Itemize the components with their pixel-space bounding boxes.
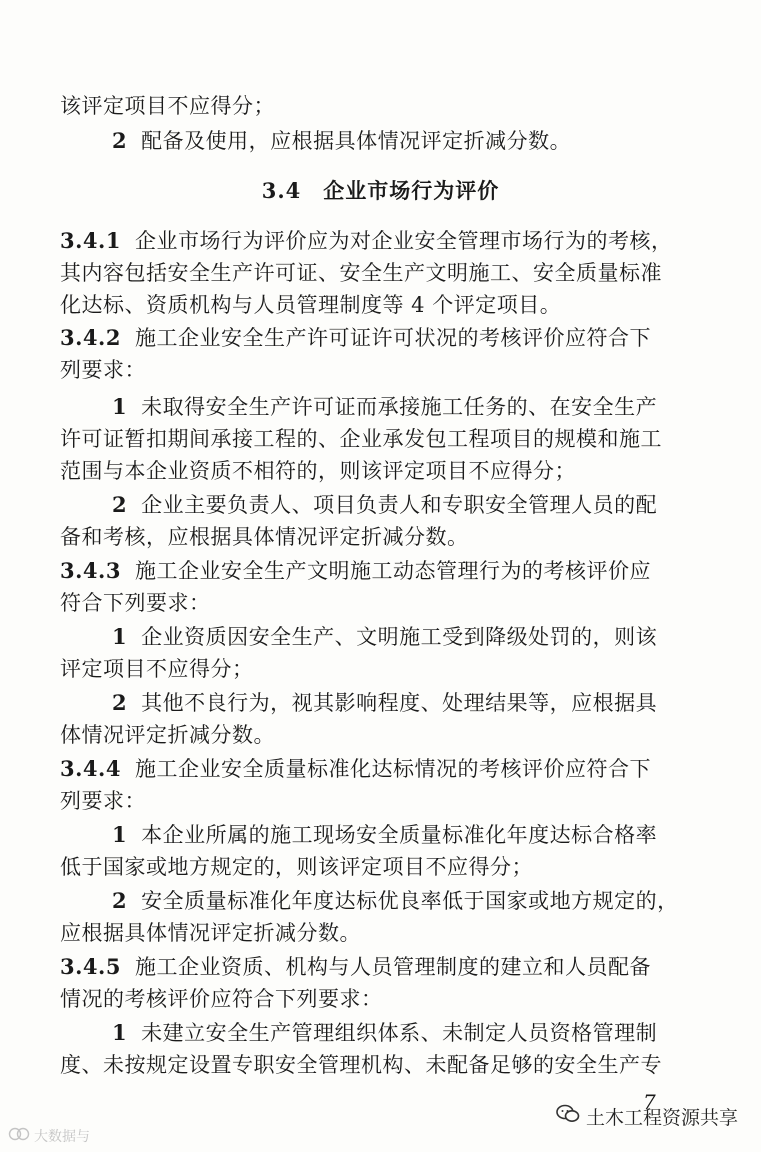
line-text: 施工企业资质、机构与人员管理制度的建立和人员配备 [134, 955, 651, 979]
clause-number: 3.4.2 [60, 325, 121, 350]
text-line [60, 524, 700, 550]
line-text: 其他不良行为，视其影响程度、处理结果等，应根据具 [141, 691, 658, 715]
line-text: 本企业所属的施工现场安全质量标准化年度达标合格率 [141, 823, 658, 847]
clause [60, 756, 700, 782]
list-item [112, 394, 752, 420]
item-number: 1 [112, 624, 128, 649]
wechat-icon [556, 1104, 580, 1129]
page-number: 7 [643, 1090, 656, 1114]
item-number: 2 [112, 888, 128, 913]
line-text: 安全质量标准化年度达标优良率低于国家或地方规定的， [141, 889, 679, 913]
line-text: 评定项目不应得分； [60, 657, 254, 681]
line-text: 体情况评定折减分数。 [60, 723, 275, 747]
item-number: 1 [112, 394, 128, 419]
line-text: 该评定项目不应得分； [60, 94, 275, 118]
text-line [60, 426, 700, 452]
list-item [112, 128, 752, 154]
text-line [60, 722, 700, 748]
line-text: 施工企业安全生产文明施工动态管理行为的考核评价应 [134, 559, 651, 583]
text-line [60, 590, 700, 616]
list-item [112, 888, 752, 914]
line-text: 施工企业安全生产许可证许可状况的考核评价应符合下 [134, 326, 651, 350]
item-number: 1 [112, 1020, 128, 1045]
clause [60, 558, 700, 584]
clause [60, 954, 700, 980]
line-text: 其内容包括安全生产许可证、安全生产文明施工、安全质量标准 [60, 261, 662, 285]
list-item [112, 1020, 752, 1046]
line-text: 配备及使用，应根据具体情况评定折减分数。 [141, 129, 572, 153]
line-text: 低于国家或地方规定的，则该评定项目不应得分； [60, 855, 533, 879]
item-number: 2 [112, 492, 128, 517]
line-text: 施工企业安全质量标准化达标情况的考核评价应符合下 [134, 757, 651, 781]
line-text: 企业主要负责人、项目负责人和专职安全管理人员的配 [141, 493, 658, 517]
text-line [60, 357, 700, 383]
clause [60, 228, 700, 254]
corner-watermark [8, 1126, 90, 1146]
heading-number: 3.4 [261, 178, 302, 203]
text-line [60, 1052, 700, 1078]
list-item [112, 624, 752, 650]
line-text: 备和考核，应根据具体情况评定折减分数。 [60, 525, 469, 549]
line-text: 应根据具体情况评定折减分数。 [60, 921, 361, 945]
text-line [60, 854, 700, 880]
text-line [60, 656, 700, 682]
section-heading [0, 178, 761, 204]
line-text: 范围与本企业资质不相符的，则该评定项目不应得分； [60, 459, 576, 483]
clause-number: 3.4.4 [60, 756, 121, 781]
watermark-text: 大数据与 [34, 1129, 90, 1145]
line-text: 化达标、资质机构与人员管理制度等 4 个评定项目。 [60, 293, 562, 317]
text-line [60, 292, 700, 318]
heading-title: 企业市场行为评价 [323, 178, 500, 203]
clause-number: 3.4.5 [60, 954, 121, 979]
wechat-watermark [556, 1103, 738, 1130]
line-text: 未建立安全生产管理组织体系、未制定人员资格管理制 [141, 1021, 658, 1045]
item-number: 1 [112, 822, 128, 847]
logo-icon [8, 1127, 30, 1145]
text-line [60, 260, 700, 286]
line-text: 企业资质因安全生产、文明施工受到降级处罚的，则该 [141, 625, 658, 649]
text-line [60, 986, 700, 1012]
clause-number: 3.4.3 [60, 558, 121, 583]
list-item [112, 822, 752, 848]
line-text: 情况的考核评价应符合下列要求： [60, 987, 383, 1011]
text-line [60, 920, 700, 946]
item-number: 2 [112, 690, 128, 715]
list-item [112, 492, 752, 518]
clause [60, 325, 700, 351]
line-text: 未取得安全生产许可证而承接施工任务的、在安全生产 [141, 395, 658, 419]
line-text: 度、未按规定设置专职安全管理机构、未配备足够的安全生产专 [60, 1053, 662, 1077]
list-item [112, 690, 752, 716]
clause-number: 3.4.1 [60, 228, 121, 253]
wechat-account-name: 土木工程资源共享 [586, 1107, 739, 1129]
text-line [60, 788, 700, 814]
line-text: 符合下列要求： [60, 591, 211, 615]
line-text: 列要求： [60, 789, 146, 813]
item-number: 2 [112, 128, 128, 153]
text-line [60, 458, 700, 484]
line-text: 企业市场行为评价应为对企业安全管理市场行为的考核， [134, 229, 673, 253]
line-text: 列要求： [60, 358, 146, 382]
text-line [60, 93, 700, 119]
line-text: 许可证暂扣期间承接工程的、企业承发包工程项目的规模和施工 [60, 427, 662, 451]
